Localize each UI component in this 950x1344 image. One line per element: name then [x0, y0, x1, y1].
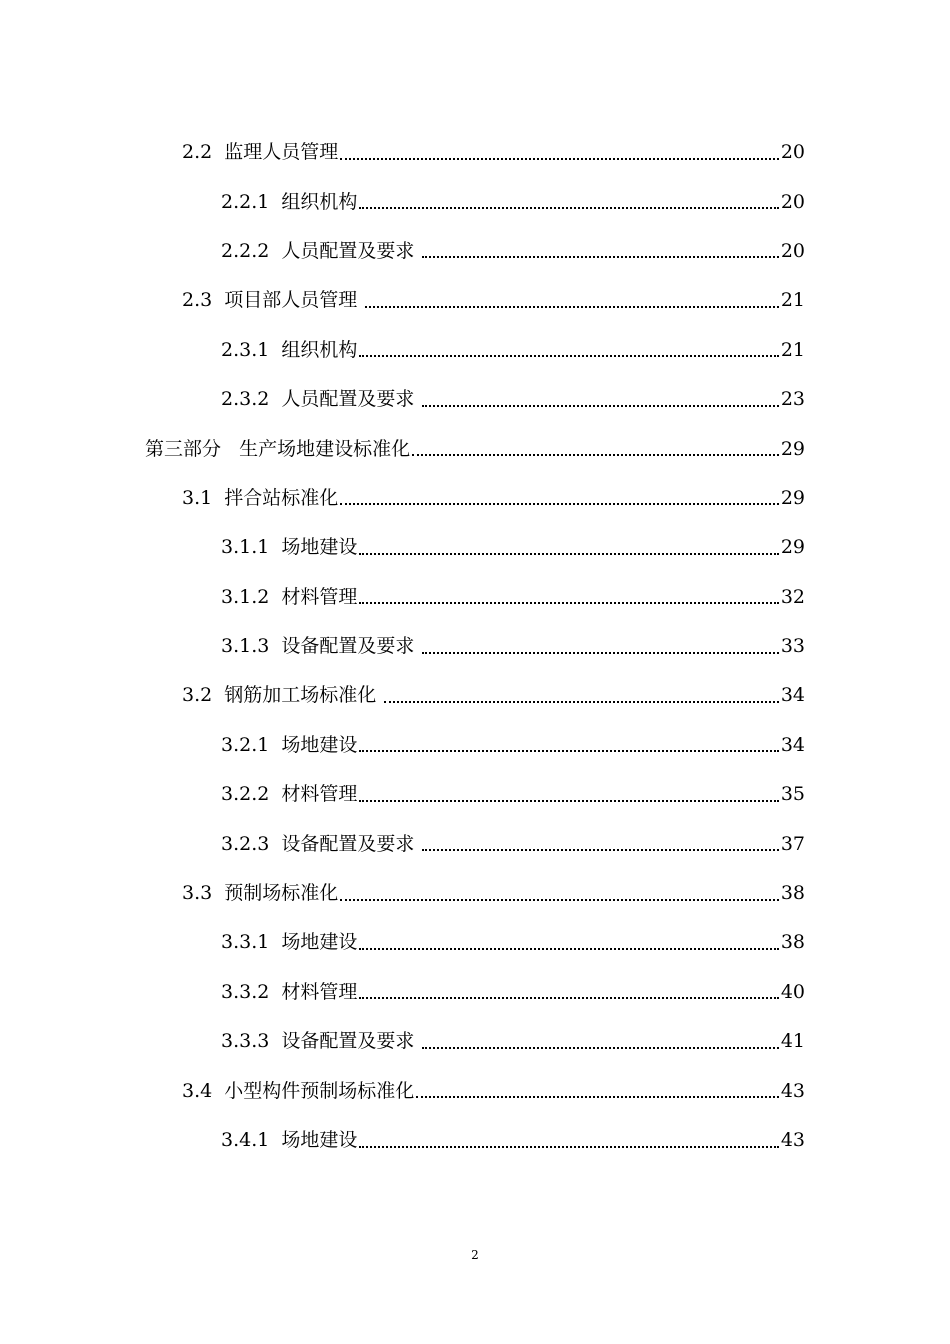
toc-page-number: 29 [780, 437, 805, 460]
toc-entry[interactable] [0, 128, 950, 177]
dot-leader [359, 948, 778, 950]
toc-page-number: 33 [780, 635, 805, 658]
toc-page-number: 40 [780, 980, 805, 1003]
toc-entry[interactable] [0, 474, 950, 523]
toc-page-number: 37 [780, 832, 805, 855]
dot-leader [422, 849, 778, 851]
toc-page-number: 21 [780, 338, 805, 361]
toc-entry-title: 2.3.1 组织机构 [221, 338, 358, 361]
toc-entry[interactable] [0, 177, 950, 226]
toc-page-number: 38 [780, 882, 805, 905]
toc-entry[interactable] [0, 918, 950, 967]
dot-leader [359, 997, 778, 999]
toc-page-number: 38 [780, 931, 805, 954]
toc-entry[interactable] [0, 622, 950, 671]
toc-entry-title: 2.3.2 人员配置及要求 [221, 388, 421, 411]
toc-page-number: 21 [780, 289, 805, 312]
toc-entry[interactable] [0, 573, 950, 622]
dot-leader [359, 1146, 778, 1148]
toc-page-number: 29 [780, 536, 805, 559]
toc-entry-title: 3.3.1 场地建设 [221, 931, 358, 954]
table-of-contents [0, 128, 950, 1165]
toc-page-number: 35 [780, 783, 805, 806]
toc-entry[interactable] [0, 523, 950, 572]
page-number-footer: 2 [471, 1248, 479, 1262]
dot-leader [422, 405, 778, 407]
toc-entry-title: 2.2.2 人员配置及要求 [221, 239, 421, 262]
toc-entry[interactable] [0, 721, 950, 770]
toc-entry[interactable] [0, 227, 950, 276]
toc-entry-title: 3.4 小型构件预制场标准化 [182, 1079, 415, 1102]
dot-leader [359, 553, 778, 555]
toc-page-number: 20 [780, 141, 805, 164]
toc-page-number: 34 [780, 733, 805, 756]
toc-page-number: 43 [780, 1079, 805, 1102]
toc-entry[interactable] [0, 1017, 950, 1066]
dot-leader [359, 602, 778, 604]
dot-leader [359, 750, 778, 752]
toc-entry[interactable] [0, 819, 950, 868]
dot-leader [359, 207, 778, 209]
toc-entry[interactable] [0, 1066, 950, 1115]
toc-page-number: 29 [780, 486, 805, 509]
dot-leader [422, 1047, 778, 1049]
toc-entry-title: 3.1.3 设备配置及要求 [221, 635, 421, 658]
toc-page-number: 20 [780, 239, 805, 262]
toc-entry[interactable] [0, 375, 950, 424]
toc-entry-title: 3.2.3 设备配置及要求 [221, 832, 421, 855]
dot-leader [422, 652, 778, 654]
toc-page-number: 41 [780, 1030, 805, 1053]
toc-entry-title: 2.2.1 组织机构 [221, 190, 358, 213]
toc-entry[interactable] [0, 869, 950, 918]
toc-entry[interactable] [0, 424, 950, 473]
toc-entry-title: 3.2 钢筋加工场标准化 [182, 684, 383, 707]
dot-leader [359, 800, 778, 802]
toc-entry-title: 2.3 项目部人员管理 [182, 289, 364, 312]
toc-entry-title: 3.4.1 场地建设 [221, 1129, 358, 1151]
toc-entry-title: 3.2.2 材料管理 [221, 783, 358, 806]
toc-entry-title: 第三部分 生产场地建设标准化 [145, 437, 411, 460]
toc-entry[interactable] [0, 671, 950, 720]
toc-entry[interactable] [0, 276, 950, 325]
toc-entry[interactable] [0, 770, 950, 819]
dot-leader [340, 503, 779, 505]
toc-entry-title: 3.1 拌合站标准化 [182, 486, 339, 509]
toc-entry[interactable] [0, 1116, 950, 1165]
dot-leader [340, 158, 779, 160]
toc-entry-title: 3.3.3 设备配置及要求 [221, 1030, 421, 1053]
toc-page-number: 23 [780, 388, 805, 411]
toc-page-number: 34 [780, 684, 805, 707]
dot-leader [359, 355, 778, 357]
dot-leader [416, 1096, 779, 1098]
toc-page-number: 20 [780, 190, 805, 213]
toc-entry-title: 2.2 监理人员管理 [182, 141, 339, 164]
toc-entry-title: 3.2.1 场地建设 [221, 733, 358, 756]
toc-page-number: 43 [780, 1129, 805, 1151]
toc-entry-title: 3.3.2 材料管理 [221, 980, 358, 1003]
dot-leader [340, 899, 779, 901]
toc-entry[interactable] [0, 326, 950, 375]
toc-entry-title: 3.3 预制场标准化 [182, 882, 339, 905]
dot-leader [384, 701, 778, 703]
toc-entry-title: 3.1.1 场地建设 [221, 536, 358, 559]
toc-entry-title: 3.1.2 材料管理 [221, 585, 358, 608]
toc-page-number: 32 [780, 585, 805, 608]
dot-leader [422, 256, 778, 258]
toc-entry[interactable] [0, 968, 950, 1017]
dot-leader [412, 454, 779, 456]
dot-leader [365, 306, 778, 308]
